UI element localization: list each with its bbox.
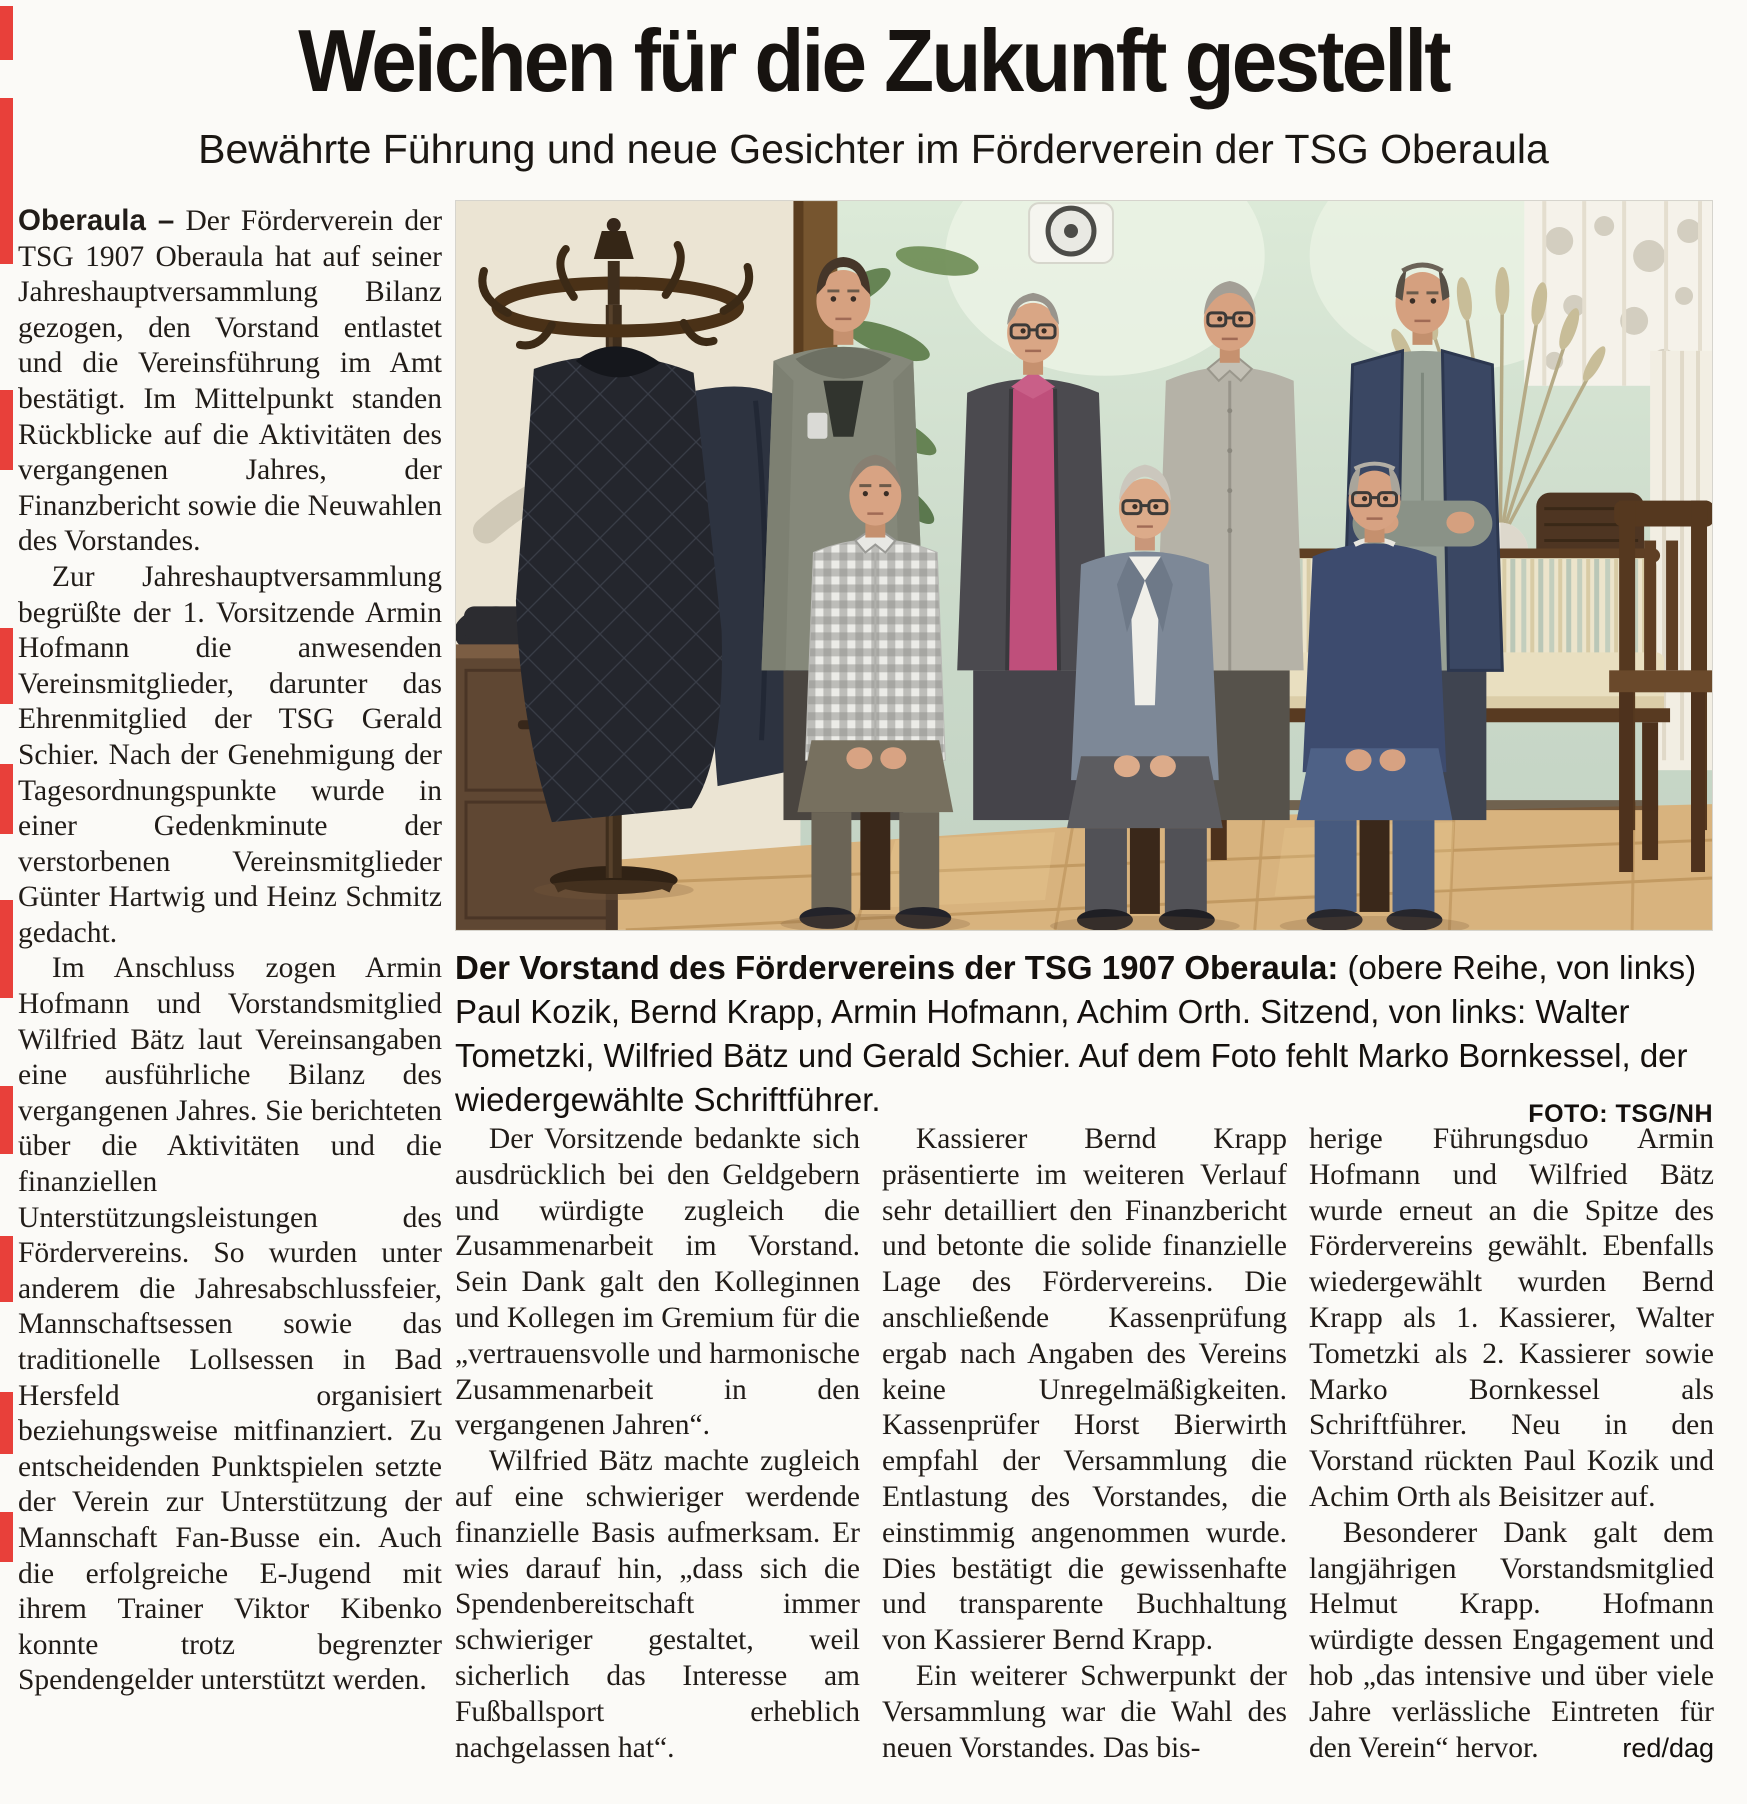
photo-credit: FOTO: TSG/NH	[1528, 1100, 1713, 1128]
paragraph	[1309, 1516, 1714, 1767]
page-edge-mark	[0, 1236, 13, 1302]
article-column-2	[455, 1122, 860, 1804]
article-left-column	[18, 203, 442, 1801]
paragraph: Kassierer Bernd Krapp präsentierte im weiteren Verlauf sehr detailliert den Finanzbericht und betonte die solide finanzielle Lage des Fördervereins. Die anschließende Kassenprüfung ergab nach Angaben des Vereins keine Unregelmäßigkeiten. Kassenprüfer Horst Bierwirth empfahl der Versammlung die Entlastung des Vorstandes, die einstimmig angenommen wurde. Dies bestätigt die gewissenhafte und transparente Buchhaltung von Kassierer Bernd Krapp.	[882, 1123, 1287, 1657]
paragraph: Wilfried Bätz machte zugleich auf eine schwieriger werdende finanzielle Basis aufmerksam. Er wies darauf hin, „dass sich die Spendenbereitschaft immer schwieriger gestaltet, weil sicherlich das Interesse am Fußballsport erheblich nachgelassen hat“.	[455, 1445, 860, 1764]
group-photo-illustration	[456, 201, 1712, 930]
paragraph: herige Führungsduo Armin Hofmann und Wilfried Bätz wurde erneut an die Spitze des Fördervereins gewählt. Ebenfalls wiedergewählt wurden Bernd Krapp als 1. Kassierer, Walter Tometzki als 2. Kassierer sowie Marko Bornkessel als Schriftführer. Neu in den Vorstand rückten Paul Kozik und Achim Orth als Beisitzer auf.	[1309, 1123, 1714, 1513]
page-edge-mark	[0, 1512, 13, 1562]
photo-caption	[455, 946, 1713, 1136]
paragraph-text: Der Förderverein der TSG 1907 Oberaula hat auf seiner Jahreshauptversammlung Bilanz gezogen, den Vorstand entlastet und die Vereinsführung im Amt bestätigt. Im Mittelpunkt standen Rückblicke auf die Aktivitäten des vergangenen Jahres, der Finanzbericht sowie die Neuwahlen des Vorstandes.	[18, 205, 443, 558]
article-header	[0, 0, 1747, 173]
group-photo	[455, 200, 1713, 931]
page-edge-mark	[0, 1392, 13, 1454]
author-credit: red/dag	[1622, 1732, 1714, 1763]
paragraph: Der Vorsitzende bedankte sich ausdrücklich bei den Geldgebern und würdigte zugleich die Zusammenarbeit im Vorstand. Sein Dank galt den Kolleginnen und Kollegen im Gremium für die „vertrauensvolle und harmonische Zusammenarbeit in den vergangenen Jahren“.	[455, 1123, 860, 1442]
wall-fan	[1029, 203, 1113, 263]
page-edge-mark	[0, 900, 13, 998]
paragraph-text: Besonderer Dank galt dem langjährigen Vorstandsmitglied Helmut Krapp. Hofmann würdigte dessen Engagement und hob „das intensive und über viele Jahre verlässliche Eintreten für den Verein“ hervor.	[1309, 1516, 1714, 1764]
page-edge-mark	[0, 1086, 13, 1154]
location-lead: Oberaula –	[18, 204, 175, 237]
page-edge-mark	[0, 390, 13, 470]
page-edge-mark	[0, 628, 13, 704]
paragraph: Im Anschluss zogen Armin Hofmann und Vorstandsmitglied Wilfried Bätz laut Vereinsangaben eine ausführliche Bilanz des vergangenen Jahres. Sie berichteten über die Aktivitäten und die finanziellen Unterstützungsleistungen des Fördervereins. So wurden unter anderem die Jahresabschlussfeier, Mannschaftsessen sowie das traditionelle Lollsessen in Bad Hersfeld organisiert beziehungsweise mitfinanziert. Zu entscheidenden Punktspielen setzte der Verein zur Unterstützung der Mannschaft Fan-Busse ein. Auch die erfolgreiche E-Jugend mit ihrem Trainer Viktor Kibenko konnte trotz begrenzter Spendengelder unterstützt werden.	[18, 952, 442, 1697]
article-column-3	[882, 1122, 1287, 1804]
paragraph: Ein weiterer Schwerpunkt der Versammlung war die Wahl des neuen Vorstandes. Das bis-	[882, 1659, 1287, 1764]
article-column-4	[1309, 1122, 1714, 1804]
paragraph: Zur Jahreshauptversammlung begrüßte der 1. Vorsitzende Armin Hofmann die anwesenden Vereinsmitglieder, darunter das Ehrenmitglied der TSG Gerald Schier. Nach der Genehmigung der Tagesordnungspunkte wurde in einer Gedenkminute der verstorbenen Vereinsmitglieder Günter Hartwig und Heinz Schmitz gedacht.	[18, 560, 442, 949]
headline: Weichen für die Zukunft gestellt	[298, 11, 1449, 110]
caption-bold-lead: Der Vorstand des Fördervereins der TSG 1907 Oberaula:	[455, 949, 1339, 986]
quilted-jacket	[516, 356, 722, 822]
paragraph	[18, 203, 442, 560]
article-bottom-columns	[455, 1122, 1715, 1804]
caption-text: (obere Reihe, von links) Paul Kozik, Bernd Krapp, Armin Hofmann, Achim Orth. Sitzend, von links: Walter Tometzki, Wilfried Bätz und Gerald Schier. Auf dem Foto fehlt Marko Bornkessel, der wiedergewählte Schriftführer.	[455, 949, 1697, 1118]
page-edge-mark	[0, 764, 13, 834]
subheadline: Bewährte Führung und neue Gesichter im Förderverein der TSG Oberaula	[198, 126, 1549, 172]
